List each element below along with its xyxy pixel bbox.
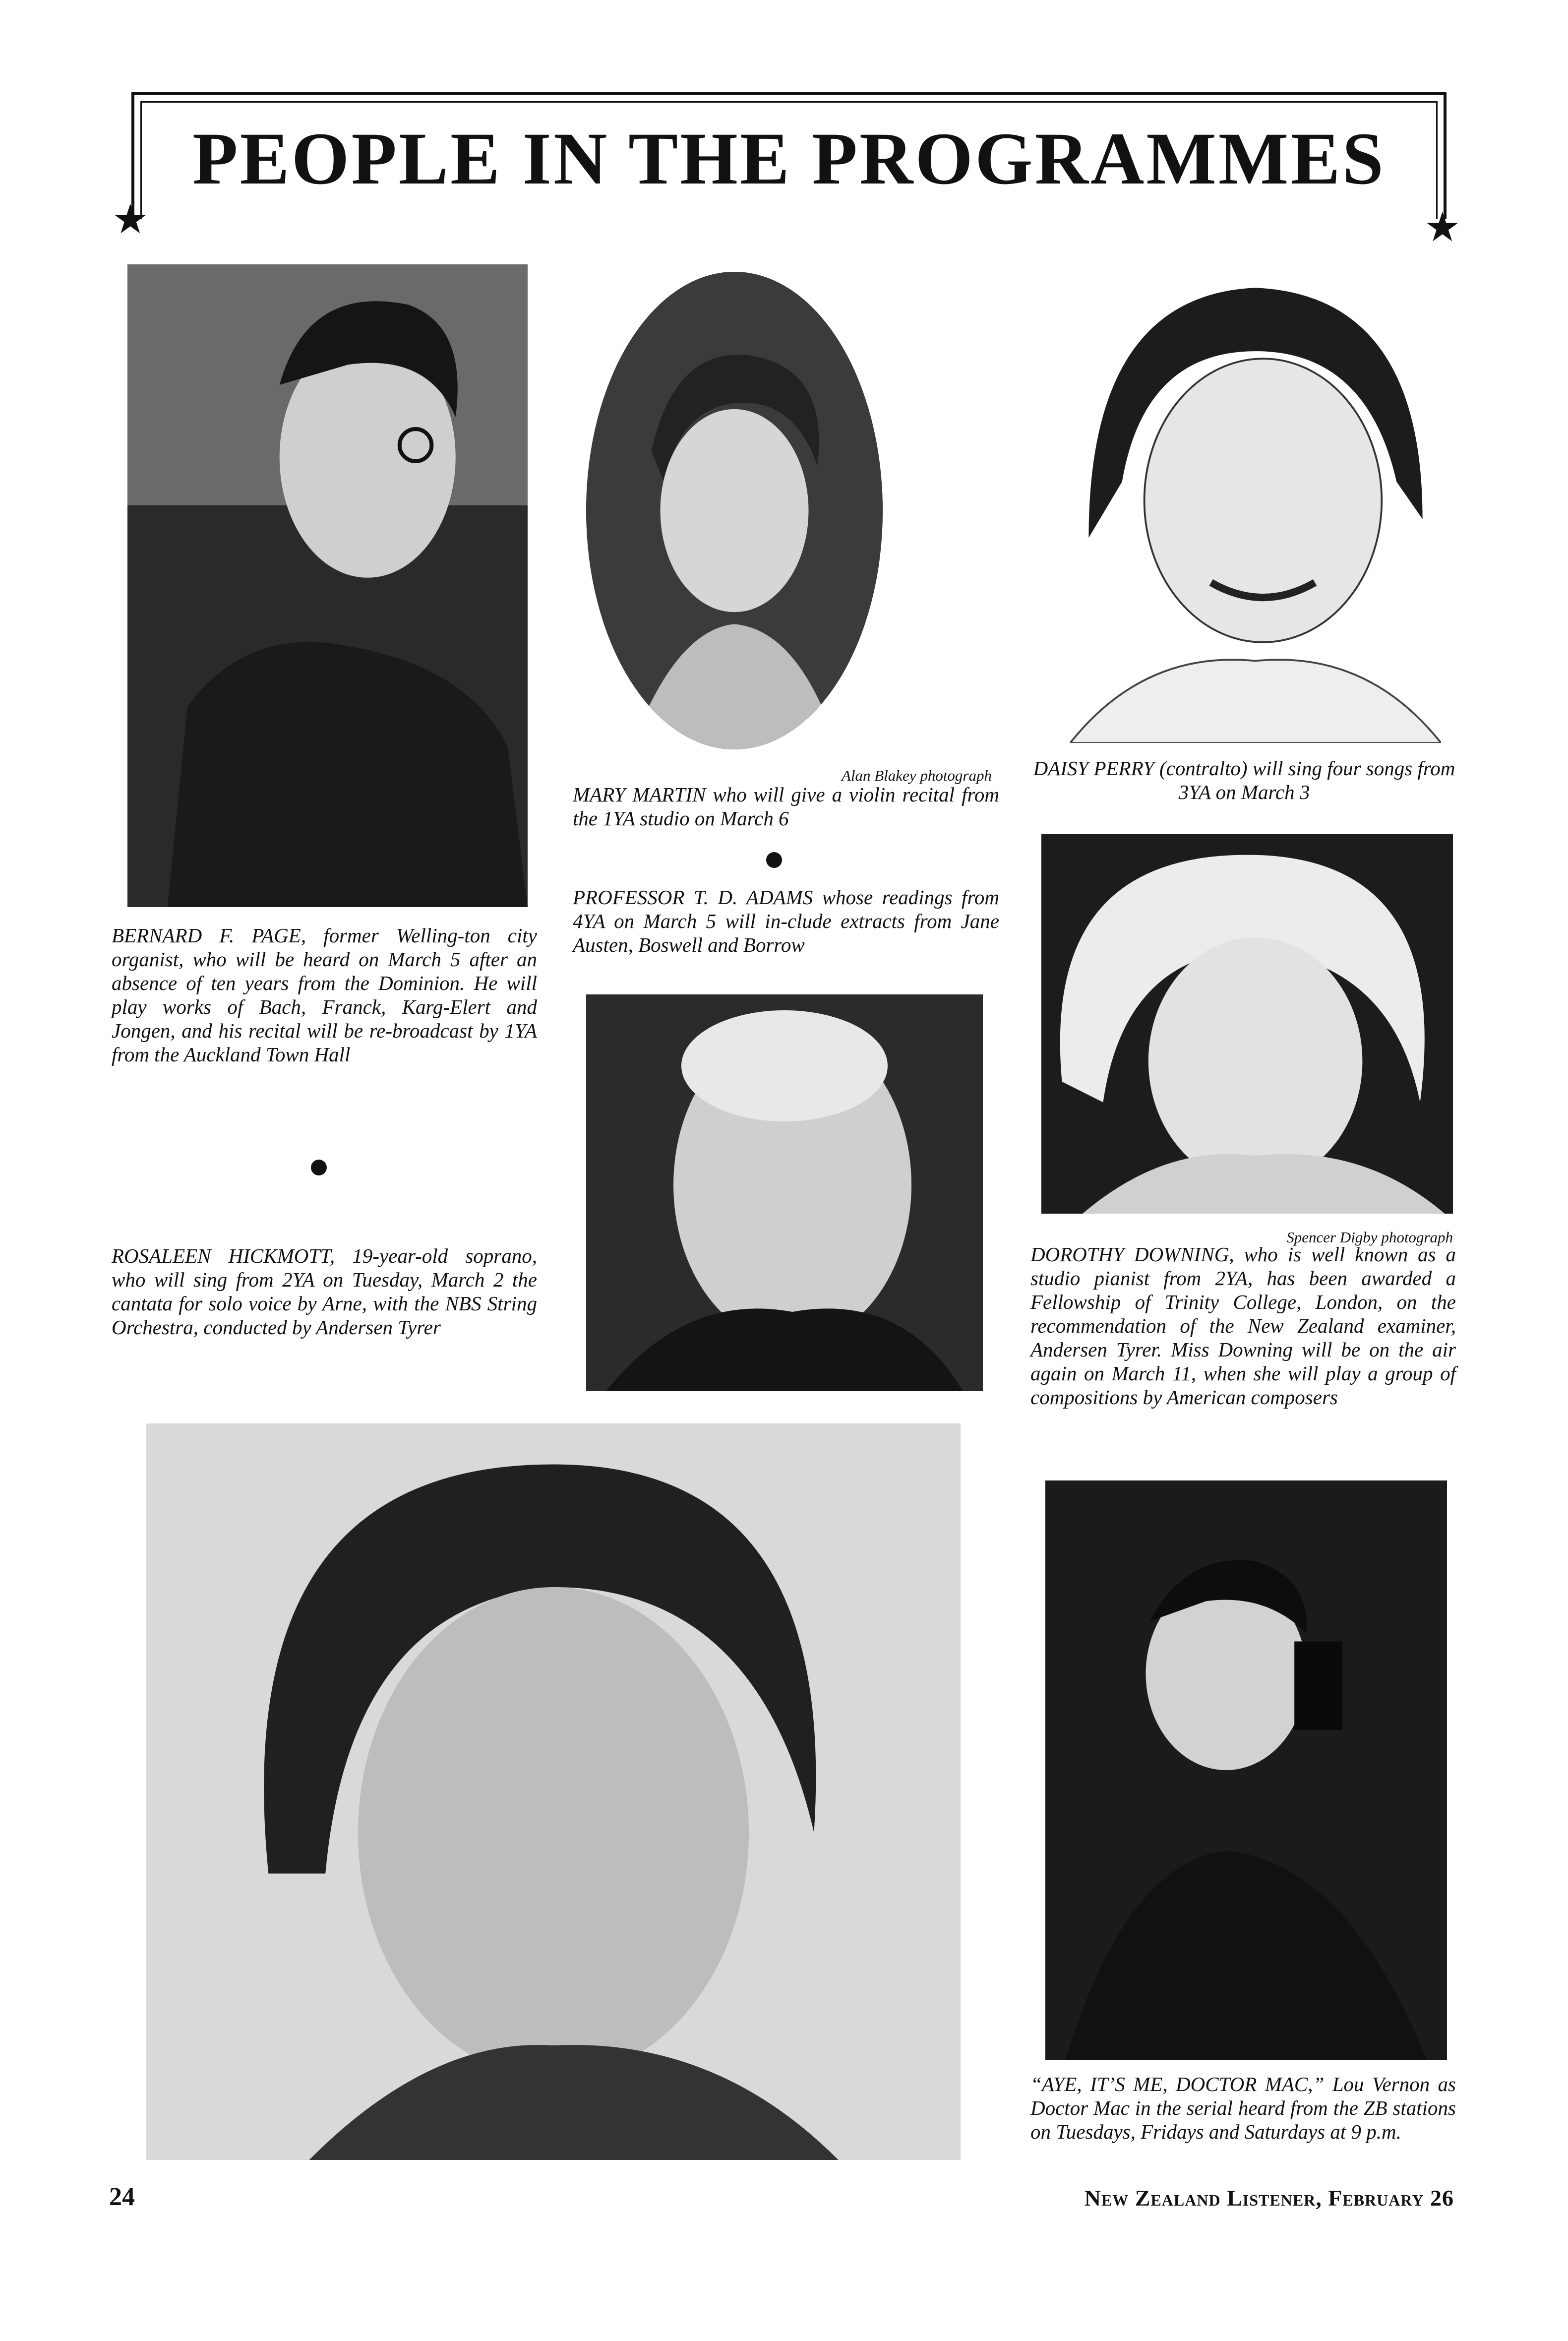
separator-dot [311,1160,327,1175]
credit-dorothy-downing: Spencer Digby photograph [1286,1229,1453,1246]
star-icon-right: ★ [1424,205,1461,250]
publication-name: New Zealand Listener, [1084,2185,1322,2211]
issue-date: February 26 [1328,2185,1454,2211]
caption-bernard-page: BERNARD F. PAGE, former Welling-ton city organist, who will be heard on March 5 after an absence of ten years from the Dominion. He will play works of Bach, Franck, Karg-Elert and Jongen, and his recital will be re-broadcast by 1YA from the Auckland Town Hall [112,924,537,1066]
caption-rosaleen-hickmott: ROSALEEN HICKMOTT, 19-year-old soprano, who will sing from 2YA on Tuesday, March 2 the cantata for solo voice by Arne, with the NBS String Orchestra, conducted by Andersen Tyrer [112,1244,537,1339]
photo-dorothy-downing [1041,834,1453,1214]
page-number: 24 [109,2183,135,2211]
caption-daisy-perry: DAISY PERRY (contralto) will sing four songs from 3YA on March 3 [1033,757,1455,803]
caption-dorothy-downing: DOROTHY DOWNING, who is well known as a studio pianist from 2YA, has been awarded a Fellowship of Trinity College, London, on the recommendation of the New Zealand examiner, Andersen Tyrer. Miss Downing will be on the air again on March 11, when she will play a group of compositions by American composers [1030,1243,1456,1409]
photo-rosaleen-hickmott [146,1423,961,2160]
credit-mary-martin: Alan Blakey photograph [841,767,992,784]
separator-dot [766,852,782,868]
caption-professor-adams: PROFESSOR T. D. ADAMS whose readings from 4YA on March 5 will in-clude extracts from Jane Austen, Boswell and Borrow [573,886,999,956]
star-icon-left: ★ [112,197,149,242]
photo-daisy-perry [1070,258,1441,743]
photo-mary-martin [586,272,883,749]
page-title: PEOPLE IN THE PROGRAMMES [192,118,1386,200]
photo-bernard-page [127,264,528,907]
photo-lou-vernon [1045,1480,1447,2060]
caption-mary-martin: MARY MARTIN who will give a violin recital from the 1YA studio on March 6 [573,783,999,830]
caption-lou-vernon: “AYE, IT’S ME, DOCTOR MAC,” Lou Vernon as Doctor Mac in the serial heard from the ZB stations on Tuesdays, Fridays and Saturdays at 9 p.m. [1030,2073,1456,2143]
photo-professor-adams [586,994,983,1391]
publication-footer [1085,2185,1454,2211]
